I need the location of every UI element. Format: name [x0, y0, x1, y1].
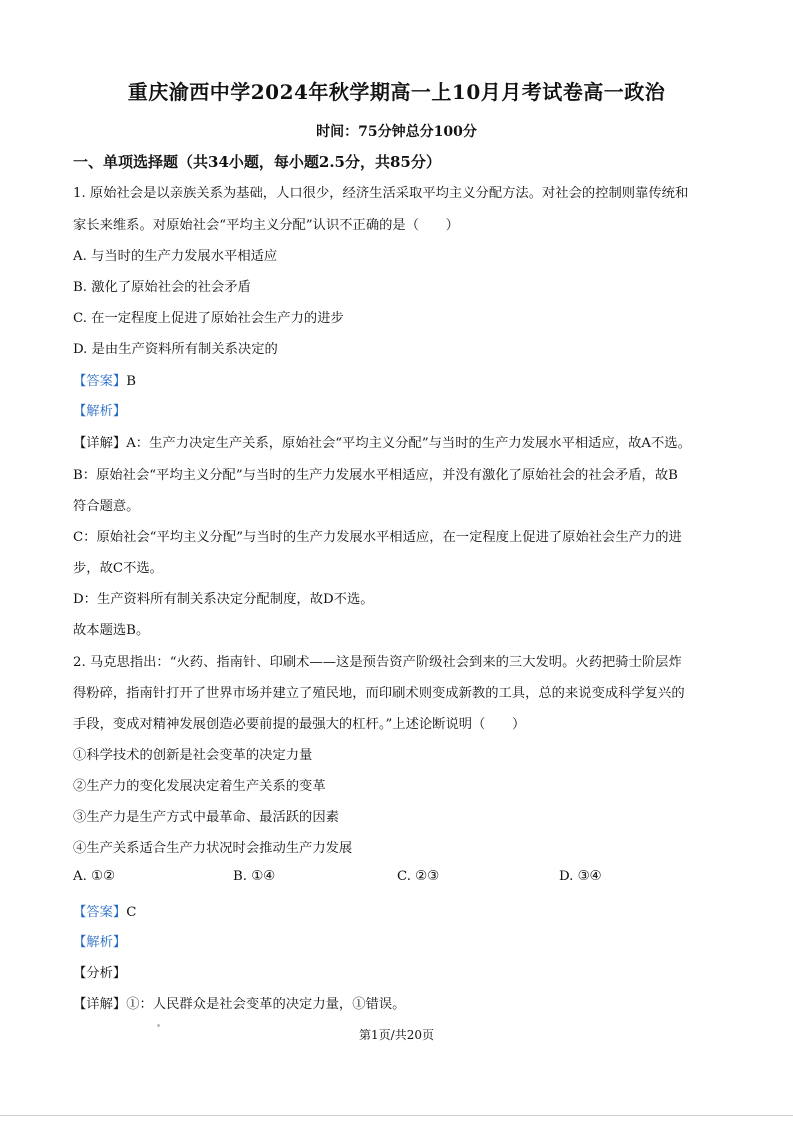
q2-stem-line1: 2. 马克思指出：“火药、指南针、印刷术——这是预告资产阶级社会到来的三大发明。火药把骑士阶层炸	[73, 655, 682, 670]
q1-detail-c-line1: C：原始社会“平均主义分配”与当时的生产力发展水平相适应，在一定程度上促进了原始社会生产力的进	[73, 530, 682, 545]
q1-detail-d: D：生产资料所有制关系决定分配制度，故D不选。	[73, 592, 374, 607]
detail-tag: 【详解】	[73, 997, 127, 1012]
exam-time-info: 时间：75分钟总分100分	[316, 124, 477, 140]
q1-detail-c-line2: 步，故C不选。	[73, 561, 163, 576]
q1-option-b: B. 激化了原始社会的社会矛盾	[73, 280, 251, 295]
q1-stem-line2: 家长来维系。对原始社会“平均主义分配”认识不正确的是（ ）	[73, 218, 459, 233]
detail-tag: 【详解】	[73, 436, 127, 451]
q2-analysis-tag: 【解析】	[73, 935, 127, 950]
q2-option-d: D. ③④	[559, 869, 602, 884]
q1-option-d: D. 是由生产资料所有制关系决定的	[73, 342, 278, 357]
section-heading: 一、单项选择题（共34小题，每小题2.5分，共85分）	[73, 153, 441, 171]
page-footer: 第1页/共20页	[359, 1028, 434, 1042]
answer-tag: 【答案】	[73, 905, 127, 920]
q1-detail-a: 【详解】A：生产力决定生产关系，原始社会“平均主义分配”与当时的生产力发展水平相适应，故A不选。	[73, 436, 691, 451]
q1-option-a: A. 与当时的生产力发展水平相适应	[73, 249, 278, 264]
answer-value: B	[126, 374, 136, 389]
q1-analysis-tag: 【解析】	[73, 404, 127, 419]
q2-item-4: ④生产关系适合生产力状况时会推动生产力发展	[73, 841, 353, 856]
q1-conclusion: 故本题选B。	[73, 623, 150, 638]
q2-stem-line2: 得粉碎，指南针打开了世界市场并建立了殖民地，而印刷术则变成新教的工具，总的来说变成科学复兴的	[73, 686, 685, 701]
page-title: 重庆渝西中学2024年秋学期高一上10月月考试卷高一政治	[127, 80, 666, 104]
q2-item-3: ③生产力是生产方式中最革命、最活跃的因素	[73, 810, 339, 825]
q2-options-row	[73, 869, 723, 889]
q2-answer	[73, 901, 136, 920]
q1-option-c: C. 在一定程度上促进了原始社会生产力的进步	[73, 311, 344, 326]
q1-answer	[73, 370, 136, 389]
q2-item-1: ①科学技术的创新是社会变革的决定力量	[73, 748, 313, 763]
q2-option-b: B. ①④	[233, 869, 276, 884]
q1-stem-line1: 1. 原始社会是以亲族关系为基础，人口很少，经济生活采取平均主义分配方法。对社会的控制则靠传统和	[73, 186, 689, 201]
q2-fenxi-tag: 【分析】	[73, 966, 127, 981]
q1-detail-b-line1: B：原始社会“平均主义分配”与当时的生产力发展水平相适应，并没有激化了原始社会的社会矛盾，故B	[73, 468, 678, 483]
q2-option-a: A. ①②	[73, 869, 115, 884]
q2-option-c: C. ②③	[397, 869, 439, 884]
q2-detail-1: 【详解】①：人民群众是社会变革的决定力量，①错误。	[73, 997, 406, 1012]
q2-stem-line3: 手段，变成对精神发展创造必要前提的最强大的杠杆。”上述论断说明（ ）	[73, 717, 526, 732]
q1-detail-b-line2: 符合题意。	[73, 499, 140, 514]
q2-item-2: ②生产力的变化发展决定着生产关系的变革	[73, 779, 326, 794]
answer-value: C	[126, 905, 137, 920]
answer-tag: 【答案】	[73, 374, 127, 389]
bottom-divider	[0, 1115, 793, 1116]
